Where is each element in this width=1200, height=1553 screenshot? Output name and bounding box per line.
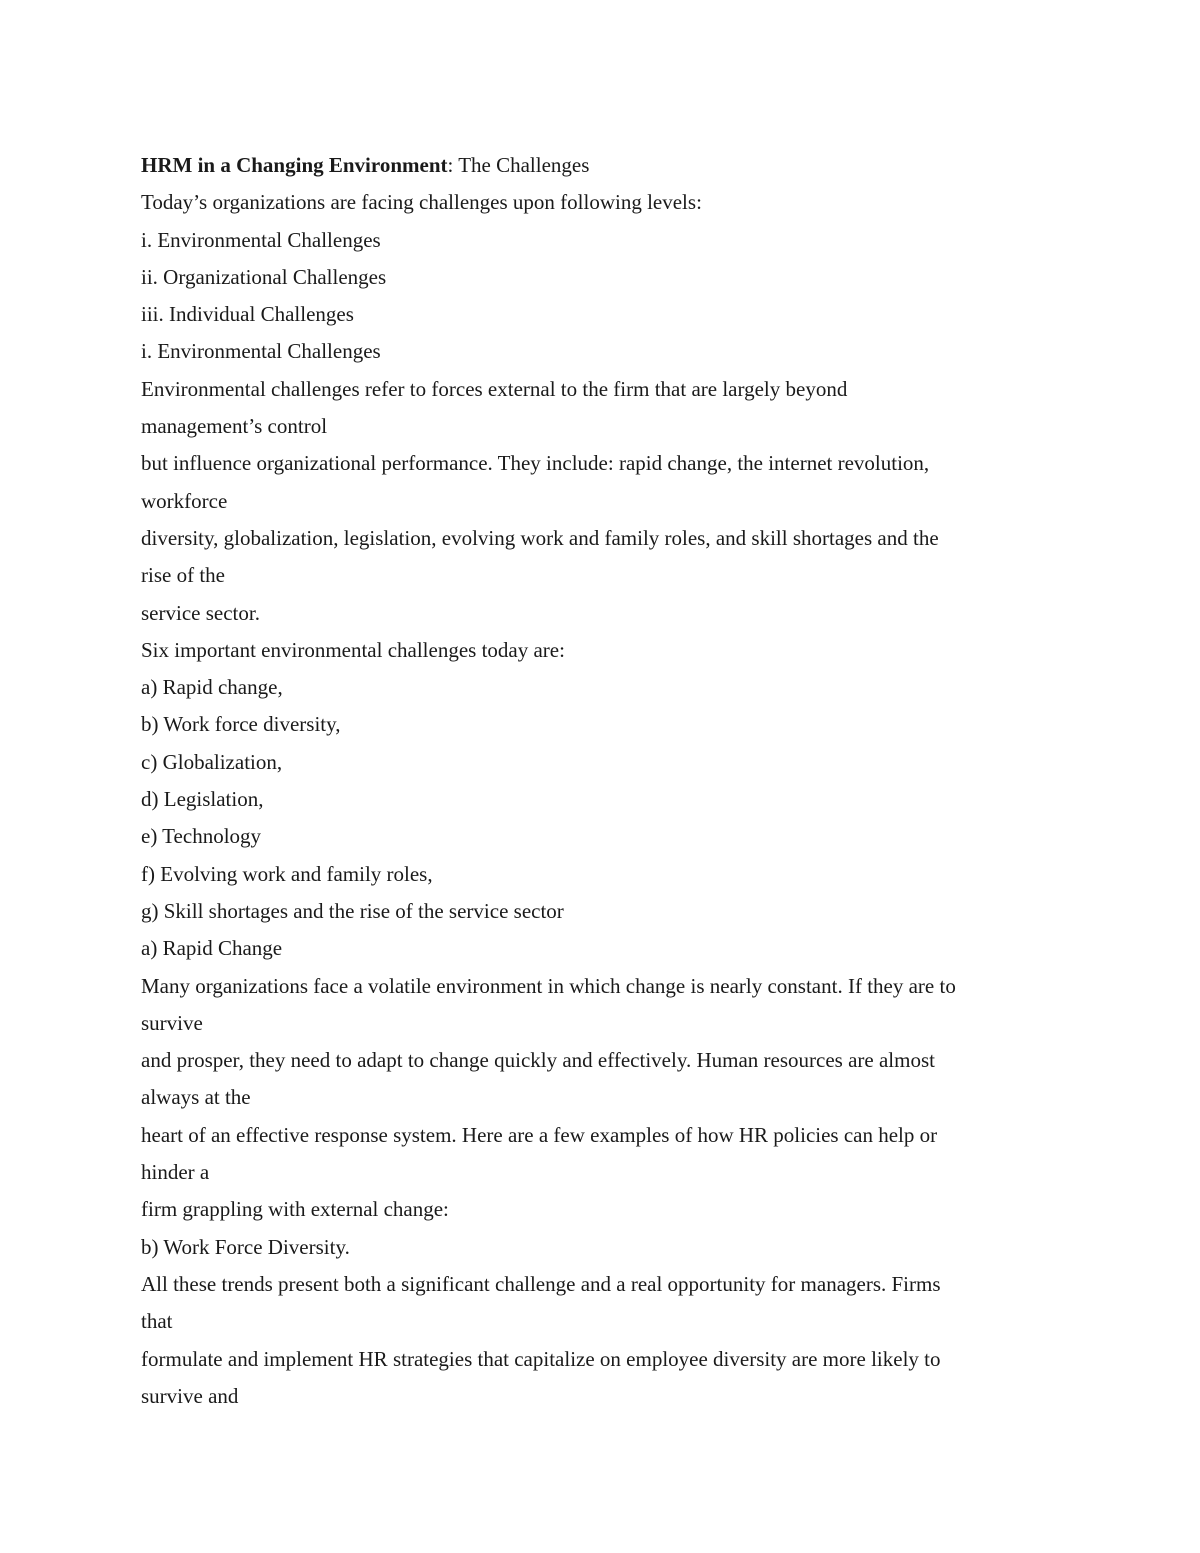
text-line: firm grappling with external change: [141,1197,449,1222]
text-line: Environmental challenges refer to forces external to the firm that are largely beyond [141,376,848,401]
text-line: that [141,1309,173,1334]
text-line: survive and [141,1383,239,1408]
text-line: ii. Organizational Challenges [141,264,387,289]
text-line: but influence organizational performance. They include: rapid change, the internet revolution, [141,451,930,476]
text-line: Many organizations face a volatile environment in which change is nearly constant. If they are to [141,973,956,998]
text-line: b) Work Force Diversity. [141,1234,350,1259]
text-line: and prosper, they need to adapt to change quickly and effectively. Human resources are almost [141,1048,935,1073]
text-line: survive [141,1010,203,1035]
text-line: workforce [141,488,228,513]
document-body [141,147,1071,1415]
text-line: service sector. [141,600,260,625]
text-line: e) Technology [141,824,262,849]
text-line: c) Globalization, [141,749,283,774]
document-title [141,147,1071,184]
text-line: heart of an effective response system. Here are a few examples of how HR policies can help or [141,1122,938,1147]
text-line: f) Evolving work and family roles, [141,861,433,886]
text-line: management’s control [141,414,328,439]
text-line: always at the [141,1085,251,1110]
text-line: i. Environmental Challenges [141,227,381,252]
text-line: b) Work force diversity, [141,712,341,737]
title-rest: : The Challenges [447,153,590,177]
text-line: rise of the [141,563,225,588]
text-line: Six important environmental challenges today are: [141,637,565,662]
title-bold: HRM in a Changing Environment [141,153,448,177]
text-line: i. Environmental Challenges [141,339,381,364]
text-line: formulate and implement HR strategies that capitalize on employee diversity are more likely to [141,1346,941,1371]
text-line: g) Skill shortages and the rise of the service sector [141,898,564,923]
text-line: All these trends present both a significant challenge and a real opportunity for managers. Firms [141,1271,941,1296]
text-line: diversity, globalization, legislation, evolving work and family roles, and skill shortages and the [141,525,939,550]
text-line: a) Rapid Change [141,936,283,961]
text-line: iii. Individual Challenges [141,302,354,327]
text-line: hinder a [141,1160,210,1185]
text-line: Today’s organizations are facing challenges upon following levels: [141,190,702,215]
text-line: a) Rapid change, [141,675,283,700]
text-line: d) Legislation, [141,787,264,812]
